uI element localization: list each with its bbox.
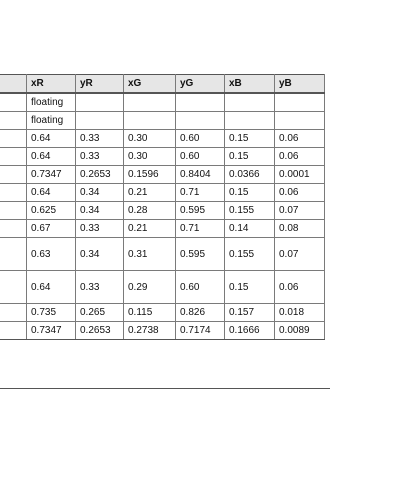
chromaticity-table	[0, 74, 325, 340]
table-cell: 0.63	[27, 238, 76, 271]
table-cell: 0.64	[27, 271, 76, 304]
table-cell: floating	[27, 93, 76, 112]
table-cell: 0.2653	[76, 166, 124, 184]
table-body	[0, 93, 325, 340]
table-cell: 0.1666	[225, 322, 275, 340]
table-cell	[0, 130, 27, 148]
header-yb: yB	[275, 75, 325, 94]
table-cell	[225, 93, 275, 112]
table-cell: 0.60	[176, 271, 225, 304]
table-cell: 0.115	[124, 304, 176, 322]
header-xr: xR	[27, 75, 76, 94]
table-cell: 0.826	[176, 304, 225, 322]
table-cell: 0.0366	[225, 166, 275, 184]
table-cell	[0, 220, 27, 238]
table-cell: 0.67	[27, 220, 76, 238]
table-cell: 0.0001	[275, 166, 325, 184]
table-row	[0, 166, 325, 184]
table-row	[0, 322, 325, 340]
table-cell: 0.8404	[176, 166, 225, 184]
table-cell: 0.06	[275, 130, 325, 148]
table-cell	[0, 322, 27, 340]
table-cell: 0.018	[275, 304, 325, 322]
table-cell: 0.265	[76, 304, 124, 322]
table-cell: 0.60	[176, 130, 225, 148]
header-xg: xG	[124, 75, 176, 94]
table-cell: 0.155	[225, 202, 275, 220]
table-cell: 0.33	[76, 148, 124, 166]
table-cell	[0, 202, 27, 220]
table-cell: 0.33	[76, 220, 124, 238]
table-cell: 0.735	[27, 304, 76, 322]
table-cell	[0, 166, 27, 184]
table-cell: 0.06	[275, 148, 325, 166]
table-cell: 0.34	[76, 184, 124, 202]
table-cell	[0, 271, 27, 304]
table-row	[0, 271, 325, 304]
table-cell: 0.0089	[275, 322, 325, 340]
table-cell: 0.60	[176, 148, 225, 166]
table-cell: 0.06	[275, 184, 325, 202]
table-header-row	[0, 75, 325, 94]
table-cell	[124, 112, 176, 130]
table-cell: 0.2738	[124, 322, 176, 340]
table-cell: 0.7347	[27, 322, 76, 340]
table-row	[0, 93, 325, 112]
table-cell	[124, 93, 176, 112]
table-cell: 0.157	[225, 304, 275, 322]
table-cell	[275, 93, 325, 112]
table-cell: 0.33	[76, 271, 124, 304]
table-cell: 0.07	[275, 238, 325, 271]
table-cell: 0.14	[225, 220, 275, 238]
table-cell: 0.15	[225, 271, 275, 304]
table-cell: 0.15	[225, 130, 275, 148]
table-cell: 0.64	[27, 148, 76, 166]
table-cell: 0.71	[176, 184, 225, 202]
table-cell: 0.29	[124, 271, 176, 304]
table-cell: 0.2653	[76, 322, 124, 340]
table-cell: 0.595	[176, 238, 225, 271]
header-yr: yR	[76, 75, 124, 94]
table-cell: 0.30	[124, 148, 176, 166]
table-cell: 0.7347	[27, 166, 76, 184]
table-row	[0, 304, 325, 322]
table-cell	[0, 112, 27, 130]
header-yg: yG	[176, 75, 225, 94]
table-cell: 0.15	[225, 148, 275, 166]
table-cell: 0.28	[124, 202, 176, 220]
table-cell	[225, 112, 275, 130]
table-cell: 0.06	[275, 271, 325, 304]
table-cell: 0.625	[27, 202, 76, 220]
table-cell	[76, 112, 124, 130]
header-xb: xB	[225, 75, 275, 94]
table-cell	[0, 238, 27, 271]
table-row	[0, 238, 325, 271]
table-cell: floating	[27, 112, 76, 130]
table-cell: 0.08	[275, 220, 325, 238]
table-row	[0, 202, 325, 220]
table-cell: 0.33	[76, 130, 124, 148]
table-row	[0, 148, 325, 166]
table-cell: 0.64	[27, 184, 76, 202]
table-cell: 0.07	[275, 202, 325, 220]
table-row	[0, 112, 325, 130]
table-cell	[176, 93, 225, 112]
table-cell: 0.155	[225, 238, 275, 271]
table-cell: 0.595	[176, 202, 225, 220]
table-cell: 0.7174	[176, 322, 225, 340]
table-cell: 0.30	[124, 130, 176, 148]
table-cell: 0.21	[124, 184, 176, 202]
table-cell	[0, 304, 27, 322]
table-cell: 0.15	[225, 184, 275, 202]
table-cell	[0, 93, 27, 112]
table-cell	[275, 112, 325, 130]
table-cell: 0.34	[76, 202, 124, 220]
table-cell	[76, 93, 124, 112]
bottom-rule	[0, 388, 330, 389]
table-cell: 0.34	[76, 238, 124, 271]
table-cell: 0.1596	[124, 166, 176, 184]
table-cell: 0.31	[124, 238, 176, 271]
table-cell: 0.21	[124, 220, 176, 238]
table-cell: 0.71	[176, 220, 225, 238]
table-cell: 0.64	[27, 130, 76, 148]
table-row	[0, 220, 325, 238]
table-cell	[0, 148, 27, 166]
header-name	[0, 75, 27, 94]
table-cell	[0, 184, 27, 202]
table-row	[0, 130, 325, 148]
table-cell	[176, 112, 225, 130]
table-row	[0, 184, 325, 202]
